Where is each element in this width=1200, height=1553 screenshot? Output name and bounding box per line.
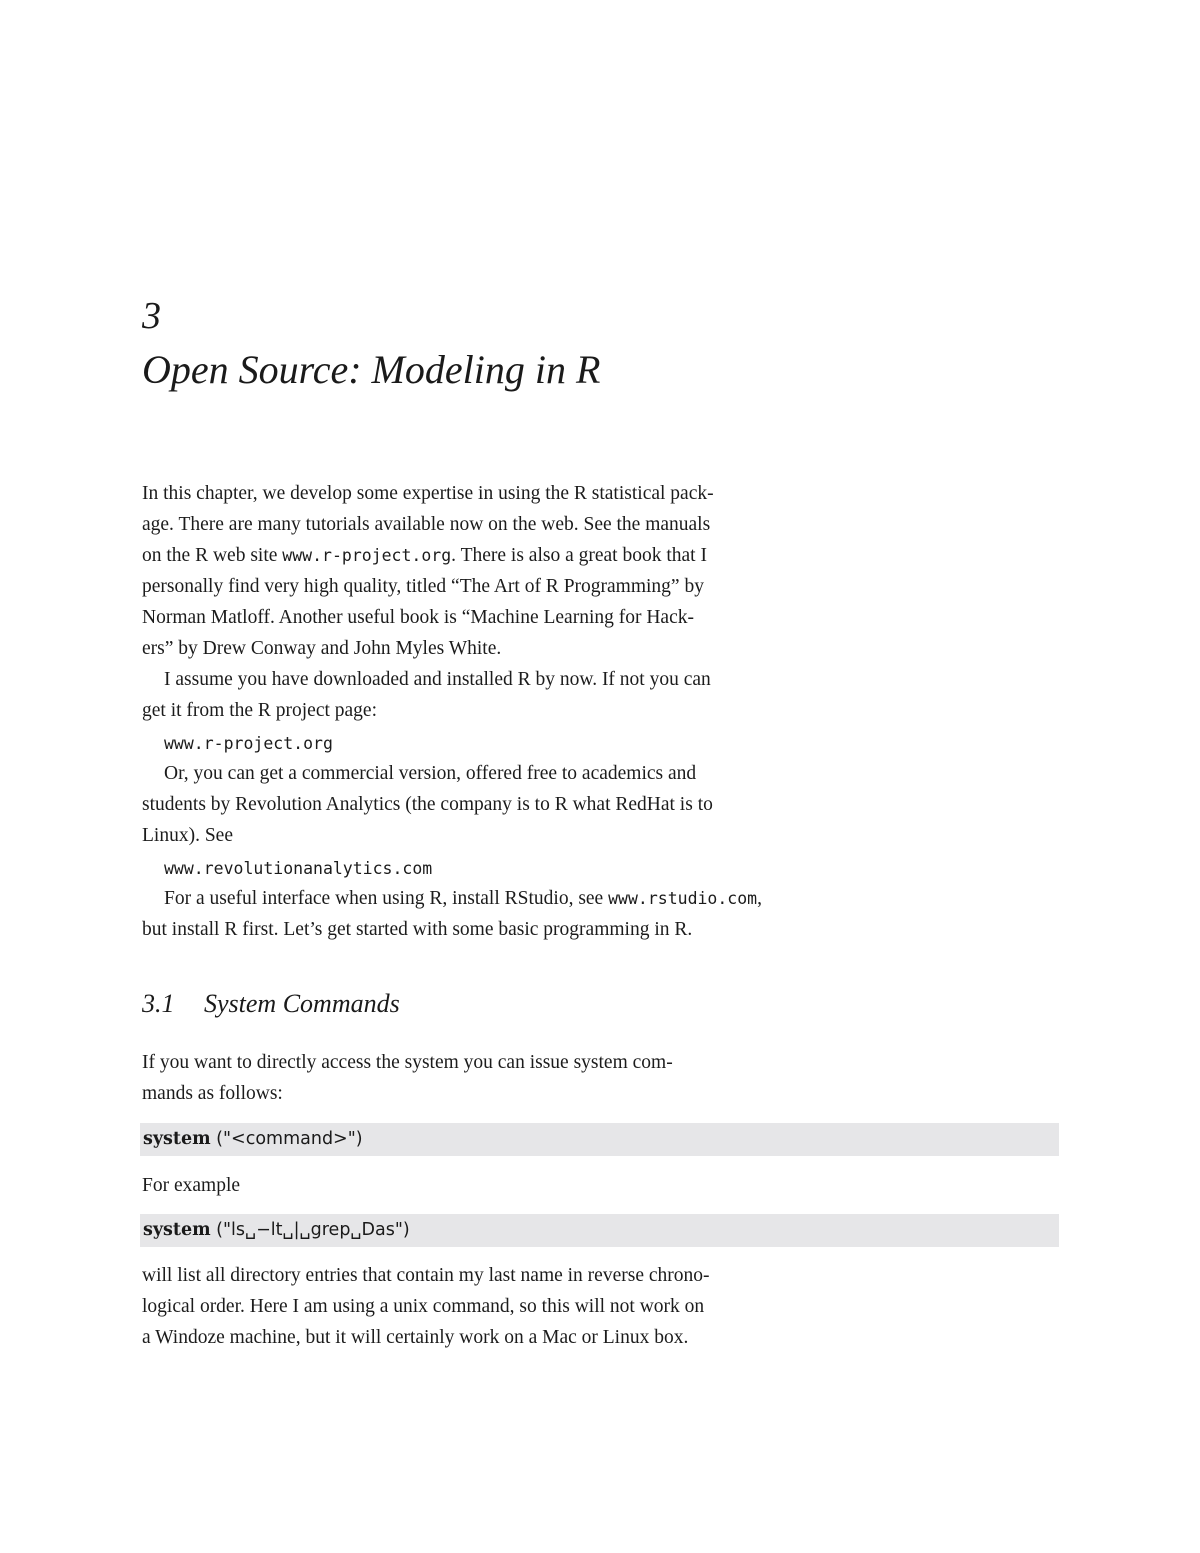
body-line: personally find very high quality, titled “The Art of R Programming” by (142, 576, 704, 597)
section-heading (142, 986, 400, 1022)
body-line: a Windoze machine, but it will certainly work on a Mac or Linux box. (142, 1327, 689, 1348)
body-line: logical order. Here I am using a unix command, so this will not work on (142, 1296, 705, 1317)
url-line: www.revolutionanalytics.com (164, 859, 433, 878)
code-block (140, 1214, 1059, 1247)
body-line: age. There are many tutorials available now on the web. See the manuals (142, 514, 711, 535)
chapter-title: Open Source: Modeling in R (142, 347, 601, 392)
inline-url: www.r-project.org (282, 546, 452, 565)
body-line: If you want to directly access the system you can issue system com- (142, 1052, 673, 1073)
code-keyword: system (143, 1129, 211, 1149)
body-line: For example (142, 1175, 241, 1196)
body-line: students by Revolution Analytics (the company is to R what RedHat is to (142, 794, 713, 815)
body-line: mands as follows: (142, 1083, 283, 1104)
code-keyword: system (143, 1220, 211, 1240)
code-args: ("ls␣−lt␣|␣grep␣Das") (210, 1220, 410, 1240)
inline-url: www.rstudio.com (608, 889, 758, 908)
text-run: , (757, 888, 762, 909)
section-number: 3.1 (142, 989, 175, 1018)
chapter-number: 3 (142, 295, 161, 337)
body-line: ers” by Drew Conway and John Myles White. (142, 638, 502, 659)
body-line: get it from the R project page: (142, 700, 378, 721)
body-line (142, 540, 707, 571)
body-line: I assume you have downloaded and installed R by now. If not you can (164, 669, 711, 690)
code-args: ("<command>") (210, 1129, 363, 1149)
section-title: System Commands (204, 989, 400, 1018)
text-run: . There is also a great book that I (451, 545, 707, 566)
body-line: In this chapter, we develop some expertise in using the R statistical pack- (142, 483, 714, 504)
body-line: but install R first. Let’s get started with some basic programming in R. (142, 919, 693, 940)
body-line: Linux). See (142, 825, 233, 846)
url-line: www.r-project.org (164, 734, 333, 753)
text-run: For a useful interface when using R, install RStudio, see (164, 888, 609, 909)
body-line (164, 883, 762, 914)
body-line: will list all directory entries that contain my last name in reverse chrono- (142, 1265, 710, 1286)
body-line: Or, you can get a commercial version, offered free to academics and (164, 763, 697, 784)
code-block (140, 1123, 1059, 1156)
body-line: Norman Matloff. Another useful book is “Machine Learning for Hack- (142, 607, 694, 628)
text-run: on the R web site (142, 545, 283, 566)
